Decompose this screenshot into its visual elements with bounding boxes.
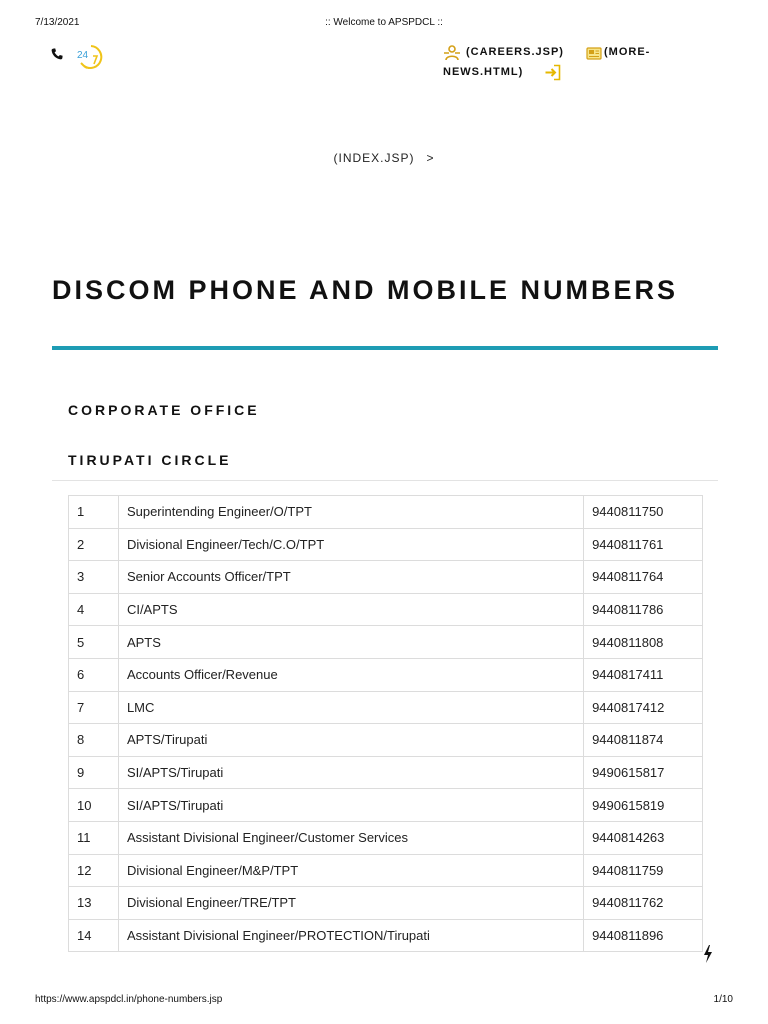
table-row xyxy=(69,691,703,724)
designation-cell: Assistant Divisional Engineer/Customer Services xyxy=(118,821,583,854)
row-number-cell: 11 xyxy=(69,821,119,854)
row-number-cell: 14 xyxy=(69,919,119,952)
table-row xyxy=(69,724,703,757)
designation-cell: SI/APTS/Tirupati xyxy=(118,756,583,789)
title-underline xyxy=(52,346,718,350)
row-number-cell: 5 xyxy=(69,626,119,659)
designation-cell: Accounts Officer/Revenue xyxy=(118,658,583,691)
phone-number-cell[interactable]: 9440811761 xyxy=(584,528,703,561)
breadcrumb-home-link[interactable]: (INDEX.JSP) xyxy=(333,151,415,165)
table-row xyxy=(69,658,703,691)
careers-icon[interactable] xyxy=(443,44,461,62)
breadcrumb xyxy=(0,151,768,165)
page-title: DISCOM PHONE AND MOBILE NUMBERS xyxy=(52,275,679,305)
support-label: 24 xyxy=(77,50,89,61)
table-row xyxy=(69,789,703,822)
row-number-cell: 13 xyxy=(69,887,119,920)
row-number-cell: 3 xyxy=(69,561,119,594)
phone-number-cell[interactable]: 9440811759 xyxy=(584,854,703,887)
phone-number-cell[interactable]: 9440811808 xyxy=(584,626,703,659)
row-number-cell: 1 xyxy=(69,496,119,529)
designation-cell: Divisional Engineer/Tech/C.O/TPT xyxy=(118,528,583,561)
table-row xyxy=(69,561,703,594)
tirupati-circle-heading: TIRUPATI CIRCLE xyxy=(68,452,232,468)
phone-numbers-table xyxy=(68,495,703,952)
row-number-cell: 9 xyxy=(69,756,119,789)
table-row xyxy=(69,528,703,561)
print-page-number: 1/10 xyxy=(713,994,733,1005)
news-icon[interactable] xyxy=(586,47,602,60)
more-news-link-continued[interactable]: NEWS.HTML) xyxy=(443,66,524,78)
phone-number-cell[interactable]: 9440811786 xyxy=(584,593,703,626)
section-divider xyxy=(52,480,718,481)
designation-cell: Superintending Engineer/O/TPT xyxy=(118,496,583,529)
print-url: https://www.apspdcl.in/phone-numbers.jsp xyxy=(35,994,223,1005)
phone-icon[interactable] xyxy=(51,48,63,60)
table-row xyxy=(69,854,703,887)
table-row xyxy=(69,821,703,854)
phone-number-cell[interactable]: 9440814263 xyxy=(584,821,703,854)
table-row xyxy=(69,756,703,789)
careers-link[interactable]: (CAREERS.JSP) xyxy=(466,46,564,58)
phone-number-cell[interactable]: 9440811874 xyxy=(584,724,703,757)
row-number-cell: 2 xyxy=(69,528,119,561)
designation-cell: Senior Accounts Officer/TPT xyxy=(118,561,583,594)
designation-cell: APTS xyxy=(118,626,583,659)
phone-number-cell[interactable]: 9440811896 xyxy=(584,919,703,952)
corporate-office-heading: CORPORATE OFFICE xyxy=(68,402,260,418)
designation-cell: Divisional Engineer/M&P/TPT xyxy=(118,854,583,887)
table-row xyxy=(69,496,703,529)
phone-number-cell[interactable]: 9440817412 xyxy=(584,691,703,724)
row-number-cell: 10 xyxy=(69,789,119,822)
designation-cell: LMC xyxy=(118,691,583,724)
row-number-cell: 6 xyxy=(69,658,119,691)
row-number-cell: 12 xyxy=(69,854,119,887)
phone-number-cell[interactable]: 9490615819 xyxy=(584,789,703,822)
breadcrumb-separator: > xyxy=(426,151,435,165)
24-7-support-icon[interactable] xyxy=(75,44,105,70)
phone-number-cell[interactable]: 9440811750 xyxy=(584,496,703,529)
more-news-link[interactable]: (MORE- xyxy=(604,46,651,58)
row-number-cell: 7 xyxy=(69,691,119,724)
row-number-cell: 4 xyxy=(69,593,119,626)
table-row xyxy=(69,626,703,659)
print-footer xyxy=(0,994,768,1008)
lightning-bolt-icon xyxy=(703,945,713,963)
phone-number-cell[interactable]: 9440817411 xyxy=(584,658,703,691)
designation-cell: Divisional Engineer/TRE/TPT xyxy=(118,887,583,920)
table-row xyxy=(69,593,703,626)
designation-cell: CI/APTS xyxy=(118,593,583,626)
table-row xyxy=(69,887,703,920)
phone-number-cell[interactable]: 9490615817 xyxy=(584,756,703,789)
table-row xyxy=(69,919,703,952)
print-header xyxy=(0,17,768,31)
sign-in-icon[interactable] xyxy=(544,64,562,81)
print-date: 7/13/2021 xyxy=(35,17,80,28)
phone-number-cell[interactable]: 9440811764 xyxy=(584,561,703,594)
phone-number-cell[interactable]: 9440811762 xyxy=(584,887,703,920)
row-number-cell: 8 xyxy=(69,724,119,757)
designation-cell: APTS/Tirupati xyxy=(118,724,583,757)
designation-cell: SI/APTS/Tirupati xyxy=(118,789,583,822)
designation-cell: Assistant Divisional Engineer/PROTECTION/Tirupati xyxy=(118,919,583,952)
print-page-title: :: Welcome to APSPDCL :: xyxy=(325,17,443,28)
